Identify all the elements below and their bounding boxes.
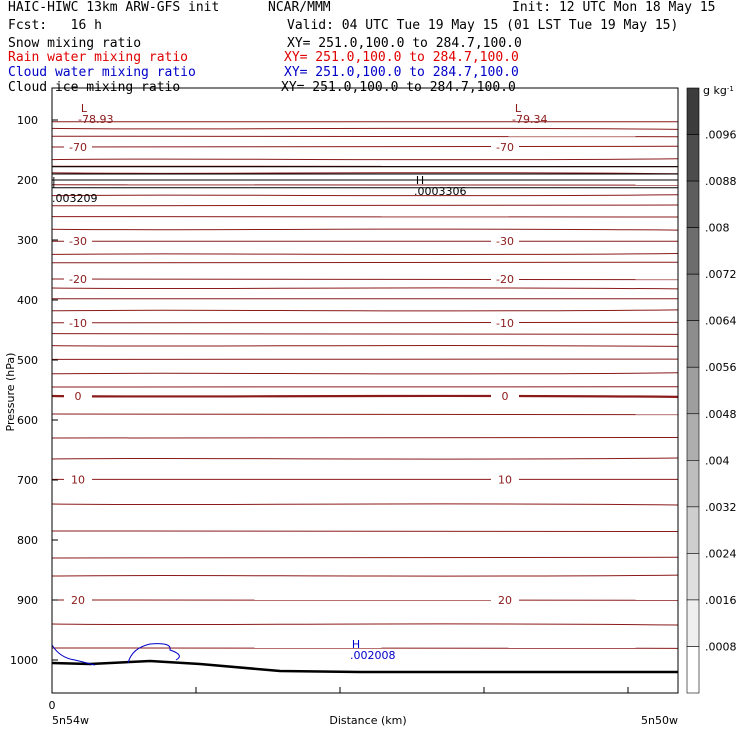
temp-contour-15 <box>52 279 678 280</box>
colorbar-tick-6: .0048 <box>705 407 737 421</box>
colorbar-bin-10 <box>687 553 699 600</box>
temp-contour-8 <box>52 195 678 196</box>
temp-label-4-1: 0 <box>501 390 509 403</box>
legend-snow-xy: XY= 251.0,100.0 to 284.7,100.0 <box>287 36 522 51</box>
y-tick-label-1000: 1000 <box>10 654 38 667</box>
temp-label-4-0: 0 <box>74 390 82 403</box>
temp-label-1-0: -30 <box>69 235 87 249</box>
temp-label-6-0: 20 <box>71 594 85 607</box>
y-tick-label-600: 600 <box>17 414 38 427</box>
y-tick-label-900: 900 <box>17 594 38 607</box>
y-axis-ticks <box>10 114 58 667</box>
temp-label-5-0: 10 <box>71 473 85 487</box>
temp-contour-32 <box>52 557 678 558</box>
temp-contour-9 <box>52 205 678 206</box>
colorbar-bin-2 <box>687 181 699 228</box>
extremum-mark-2: H <box>415 174 425 187</box>
colorbar-tick-9: .0024 <box>705 547 737 561</box>
y-tick-label-700: 700 <box>17 474 38 487</box>
temp-contour-16 <box>52 288 678 289</box>
plot-title: HAIC-HIWC 13km ARW-GFS init <box>8 0 220 15</box>
extremum-mark-1: L <box>514 102 522 115</box>
colorbar-bin-9 <box>687 507 699 554</box>
left-edge-mark: | <box>52 175 56 188</box>
colorbar-tick-10: .0016 <box>705 593 737 607</box>
colorbar-tick-4: .0064 <box>705 314 737 328</box>
temp-contour-13 <box>52 253 678 254</box>
temp-label-0-0: -70 <box>69 141 87 154</box>
extremum-value-1: -79.34 <box>512 113 548 126</box>
colorbar-bin-4 <box>687 274 699 321</box>
temp-label-2-0: -20 <box>69 273 87 286</box>
temp-label-6-1: 20 <box>498 594 512 607</box>
colorbar-bin-0 <box>687 88 699 135</box>
temp-label-0-1: -70 <box>496 141 514 154</box>
colorbar-bin-7 <box>687 414 699 461</box>
y-tick-label-200: 200 <box>17 174 38 187</box>
temp-label-2-1: -20 <box>496 273 514 286</box>
temp-contour-18 <box>52 310 678 311</box>
colorbar-tick-11: .0008 <box>705 640 737 654</box>
legend-cloudice-name: Cloud ice mixing ratio <box>8 80 181 95</box>
legend-cloudwater-xy: XY= 251.0,100.0 to 284.7,100.0 <box>284 65 519 80</box>
temp-contour-28 <box>52 458 678 459</box>
y-tick-label-800: 800 <box>17 534 38 547</box>
colorbar-bin-8 <box>687 460 699 507</box>
legend-snow-name: Snow mixing ratio <box>8 36 142 51</box>
x-end-label-left: 5n54w <box>52 714 89 727</box>
y-tick-label-500: 500 <box>17 354 38 367</box>
temp-contour-31 <box>52 531 678 532</box>
y-tick-label-300: 300 <box>17 234 38 247</box>
terrain-line <box>52 661 678 672</box>
extremum-value-0: -78.93 <box>78 113 114 126</box>
extrema-labels <box>78 102 547 662</box>
temp-contour-23 <box>52 373 678 374</box>
temp-contour-1 <box>52 128 678 129</box>
colorbar-bin-1 <box>687 135 699 182</box>
temp-contour-21 <box>52 345 678 346</box>
x-axis-label: Distance (km) <box>329 714 407 727</box>
legend-cloudwater-name: Cloud water mixing ratio <box>8 65 196 80</box>
colorbar-tick-0: .0096 <box>705 128 737 142</box>
legend-rain-xy: XY= 251.0,100.0 to 284.7,100.0 <box>284 50 519 65</box>
temp-contour-4 <box>52 159 678 160</box>
extremum-value-2: .0003306 <box>414 185 467 198</box>
colorbar-unit: g $kg^{-1}$ <box>703 84 734 97</box>
temp-contour-33 <box>52 575 678 576</box>
extremum-value-3: .002008 <box>350 649 396 662</box>
colorbar-bin-12 <box>687 646 699 693</box>
org-label: NCAR/MMM <box>268 0 331 15</box>
y-tick-label-100: 100 <box>17 114 38 127</box>
colorbar-bin-11 <box>687 600 699 647</box>
valid-time: Valid: 04 UTC Tue 19 May 15 (01 LST Tue 19 May 15) <box>287 18 679 33</box>
x-end-label-right: 5n50w <box>641 714 678 727</box>
temp-contour-3 <box>52 146 678 147</box>
colorbar-unit-sup: -1 <box>726 85 734 93</box>
colorbar-bin-5 <box>687 321 699 368</box>
colorbar-bin-3 <box>687 228 699 275</box>
x-axis-ticks <box>52 687 628 693</box>
temp-label-3-1: -10 <box>496 316 514 330</box>
colorbar-tick-3: .0072 <box>705 268 737 282</box>
colorbar-bin-6 <box>687 367 699 414</box>
colorbar <box>687 84 737 693</box>
temp-contour-30 <box>52 504 678 505</box>
colorbar-tick-7: .004 <box>705 454 730 468</box>
forecast-hour: Fcst: 16 h <box>8 18 102 33</box>
y-tick-label-400: 400 <box>17 294 38 307</box>
temperature-contours <box>52 122 678 649</box>
x-tick-label-0: 0 <box>48 699 56 712</box>
temp-contour-14 <box>52 262 678 263</box>
temp-contour-35 <box>52 624 678 625</box>
legend-cloudice-xy: XY= 251.0,100.0 to 284.7,100.0 <box>281 80 516 95</box>
temp-label-3-0: -10 <box>69 316 87 330</box>
temp-contour-27 <box>52 437 678 438</box>
legend-rain-name: Rain water mixing ratio <box>8 50 189 65</box>
temp-contour-25 <box>52 396 678 397</box>
temp-contour-11 <box>52 229 678 230</box>
extremum-mark-0: L <box>80 102 88 115</box>
temp-contour-26 <box>52 414 678 415</box>
plot-frame <box>52 88 678 693</box>
y-axis-label: Pressure (hPa) <box>4 352 17 432</box>
colorbar-tick-1: .0088 <box>705 175 737 189</box>
left-edge-value: .003209 <box>52 192 98 205</box>
extremum-mark-3: H <box>351 638 361 651</box>
colorbar-tick-2: .008 <box>705 221 730 235</box>
temp-contour-2 <box>52 136 678 137</box>
init-time: Init: 12 UTC Mon 18 May 15 <box>512 0 716 15</box>
temp-contour-20 <box>52 333 678 334</box>
temp-label-1-1: -30 <box>496 235 514 249</box>
temp-label-5-1: 10 <box>498 473 512 487</box>
colorbar-tick-5: .0056 <box>705 361 737 375</box>
colorbar-tick-8: .0032 <box>705 500 737 514</box>
